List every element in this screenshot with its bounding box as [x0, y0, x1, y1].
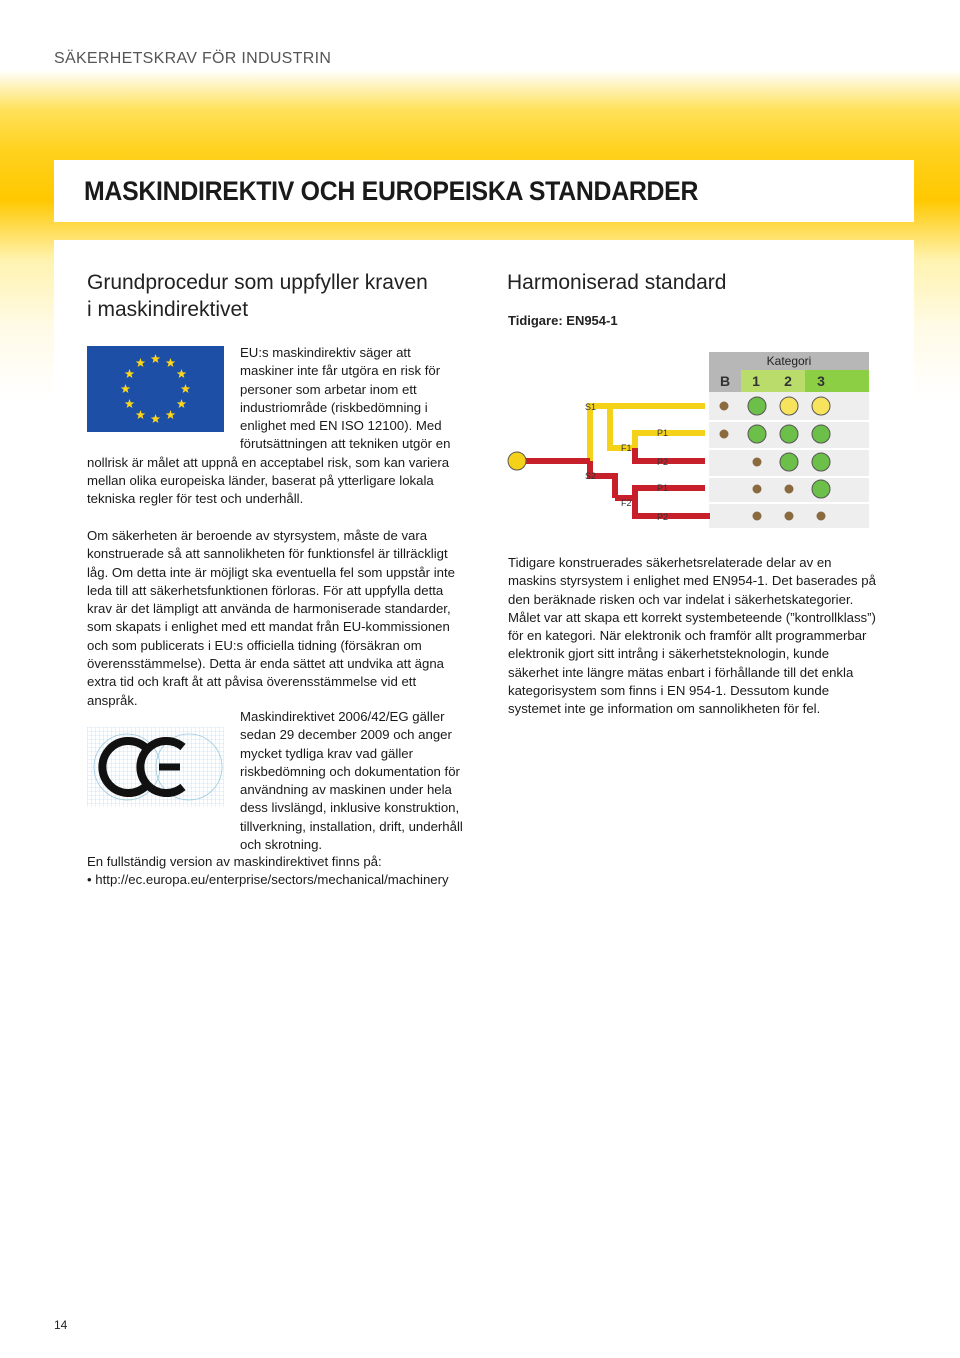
category-3-cell: [805, 370, 869, 392]
ce-mark-image: [87, 727, 224, 807]
label-p1-upper: P1: [657, 428, 669, 438]
label-f2: F2: [621, 498, 632, 508]
row4-cat2-dot: [785, 485, 794, 494]
label-p2-lower: P2: [657, 512, 669, 522]
category-label-1: 1: [752, 373, 760, 389]
flag-spacer: [87, 344, 240, 452]
full-version-block: [87, 853, 507, 890]
row5-cat1-dot: [753, 512, 762, 521]
label-p1-lower: P1: [657, 483, 669, 493]
right-subheading: Tidigare: EN954-1: [508, 313, 618, 328]
start-node: [508, 452, 526, 470]
right-heading: Harmoniserad standard: [507, 271, 727, 294]
label-s1: S1: [585, 402, 597, 412]
paragraph-control-systems: Om säkerheten är beroende av styrsystem, måste de vara konstruerade så att sannolikheten för funktionsfel är tillräckligt låg. Om detta inte är möjligt ska eventuella fel som uppstår inte leda till att säkerhetsfunktionen förloras. För att uppfylla detta krav är det lämpligt att använda de harmoniserade standarder, som skapats i enlighet med ett mandat från EU-kommissionen och som publicerats i EU:s officiella tidning (försäkran om överensstämmelse). Detta är enda sättet att undvika att ägna extra tid och kraft åt att påvisa överensstämmelse vid ett anspråk.: [87, 528, 455, 708]
directive-link[interactable]: • http://ec.europa.eu/enterprise/sectors/mechanical/machinery: [87, 872, 449, 888]
red-paths: [517, 448, 710, 516]
category-label-b: B: [719, 373, 731, 389]
row1-cat3-circle: [812, 397, 830, 415]
ce-mark-icon: [87, 727, 224, 807]
paragraph-en954: Tidigare konstruerades säkerhetsrelaterade delar av en maskins styrsystem i enlighet med EN954-1. Det baserades på den beräknade risken och var indelat i säkerhetskategorier. Målet var att skapa ett korrekt systembeteende (”kontrollklass”) för en kategori. När elektronik och framför allt programmerbar elektronik gjort sitt intrång i säkerhetsteknologin, kunde säkerhet inte längre mätas enbart i förhållande till det enkla kategorisystem som finns i EN 954-1. Dessutom kunde systemet inte ge information om sannolikheten för fel.: [508, 555, 876, 717]
category-label-3: 3: [817, 373, 825, 389]
row2-b-dot: [720, 430, 729, 439]
row1-b-dot: [720, 402, 729, 411]
yellow-paths: [590, 406, 705, 461]
section-label: SÄKERHETSKRAV FÖR INDUSTRIN: [54, 50, 332, 67]
row3-cat1-dot: [753, 458, 762, 467]
row5-cat2-dot: [785, 512, 794, 521]
label-p2-upper: P2: [657, 457, 669, 467]
row1-cat2-circle: [780, 397, 798, 415]
left-heading-line2: i maskindirektivet: [87, 298, 249, 321]
row4-cat1-dot: [753, 485, 762, 494]
left-heading: [87, 269, 467, 323]
paragraph-eu-directive-text: EU:s maskindirektiv säger att maskiner inte får utgöra en risk för personer som arbetar inom ett industriområde (riskbedömning i enlighet med EN ISO 12100). Med förutsättningen att tekniken utgör en nollrisk är målet att uppnå en acceptabel risk, som kan variera mellan olika europeiska länder, baserat på ytterligare lokala tekniska regler för test och underhåll.: [87, 345, 451, 507]
category-label-2: 2: [784, 373, 792, 389]
paragraph-directive-2006: Maskindirektivet 2006/42/EG gäller sedan 29 december 2009 och anger mycket tydliga krav vad gäller riskbedömning och dokumentation för användning av maskinen under hela dess livslängd, inklusive konstruktion, tillverkning, installation, drift, underhåll och skrotning.: [240, 709, 463, 853]
kategori-label: Kategori: [766, 354, 812, 368]
page-title: MASKINDIREKTIV OCH EUROPEISKA STANDARDER: [84, 176, 699, 206]
page-number: 14: [54, 1318, 68, 1332]
row5-cat3-dot: [817, 512, 826, 521]
risk-graph-diagram: [505, 348, 873, 530]
row1-cat1-circle: [748, 397, 766, 415]
full-version-text: En fullständig version av maskindirektivet finns på:: [87, 854, 382, 869]
row2-cat1-circle: [748, 425, 766, 443]
row3-cat3-circle: [812, 453, 830, 471]
label-s2: S2: [585, 471, 597, 481]
paragraph-eu-directive: [87, 344, 467, 509]
row4-cat3-circle: [812, 480, 830, 498]
row2-cat3-circle: [812, 425, 830, 443]
row3-cat2-circle: [780, 453, 798, 471]
label-f1: F1: [621, 443, 632, 453]
left-heading-line1: Grundprocedur som uppfyller kraven: [87, 271, 428, 294]
row2-cat2-circle: [780, 425, 798, 443]
